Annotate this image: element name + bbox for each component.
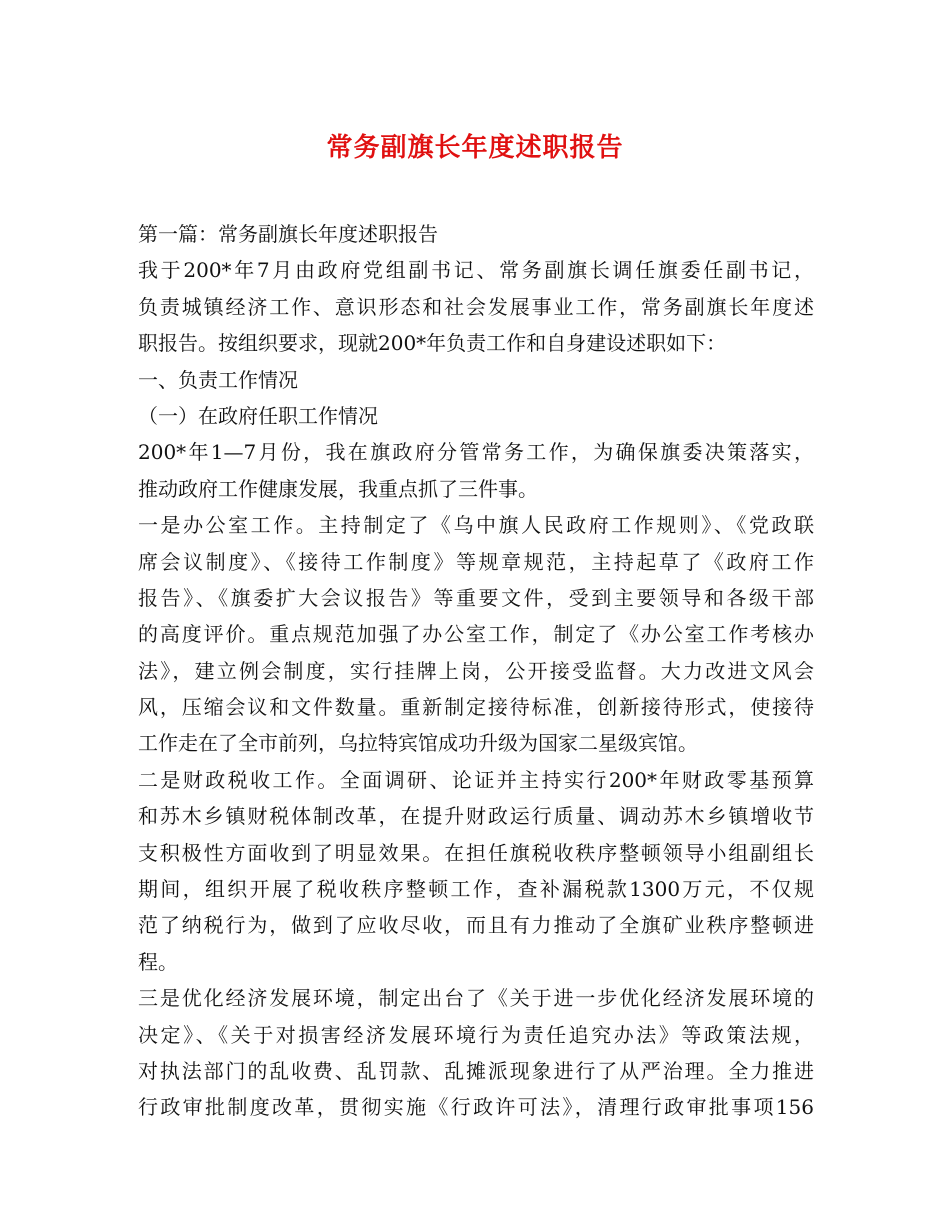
text-line: 席会议制度》、《接待工作制度》等规章规范，主持起草了《政府工作: [138, 549, 814, 574]
text-line: 支积极性方面收到了明显效果。在担任旗税收秩序整顿领导小组副组长: [138, 840, 814, 865]
text-line: （一）在政府任职工作情况: [138, 403, 378, 428]
text-line: 我于200*年7月由政府党组副书记、常务副旗长调任旗委任副书记，: [138, 258, 814, 283]
text-line: 和苏木乡镇财税体制改革，在提升财政运行质量、调动苏木乡镇增收节: [138, 804, 814, 829]
document-body: [138, 216, 814, 1126]
text-line: 工作走在了全市前列，乌拉特宾馆成功升级为国家二星级宾馆。: [138, 731, 698, 756]
text-line: 法》，建立例会制度，实行挂牌上岗，公开接受监督。大力改进文风会: [138, 658, 814, 683]
text-line: 对执法部门的乱收费、乱罚款、乱摊派现象进行了从严治理。全力推进: [138, 1058, 814, 1083]
text-line: 二是财政税收工作。全面调研、论证并主持实行200*年财政零基预算: [138, 767, 814, 792]
text-line: 程。: [138, 949, 178, 974]
text-line: 行政审批制度改革，贯彻实施《行政许可法》，清理行政审批事项156: [138, 1095, 814, 1120]
text-line: 范了纳税行为，做到了应收尽收，而且有力推动了全旗矿业秩序整顿进: [138, 913, 814, 938]
text-line: 一、负责工作情况: [138, 367, 298, 392]
text-line: 期间，组织开展了税收秩序整顿工作，查补漏税款1300万元，不仅规: [138, 877, 814, 902]
text-line: 三是优化经济发展环境，制定出台了《关于进一步优化经济发展环境的: [138, 986, 814, 1011]
document-title: 常务副旗长年度述职报告: [326, 133, 624, 163]
text-line: 职报告。按组织要求，现就200*年负责工作和自身建设述职如下：: [138, 331, 727, 356]
text-line: 200*年1—7月份，我在旗政府分管常务工作，为确保旗委决策落实，: [138, 440, 814, 465]
text-line: 一是办公室工作。主持制定了《乌中旗人民政府工作规则》、《党政联: [138, 513, 814, 538]
text-line: 负责城镇经济工作、意识形态和社会发展事业工作，常务副旗长年度述: [138, 294, 814, 319]
text-line: 推动政府工作健康发展，我重点抓了三件事。: [138, 476, 538, 501]
text-line: 风，压缩会议和文件数量。重新制定接待标准，创新接待形式，使接待: [138, 695, 814, 720]
text-line: 第一篇：常务副旗长年度述职报告: [138, 222, 438, 246]
text-line: 的高度评价。重点规范加强了办公室工作，制定了《办公室工作考核办: [138, 622, 814, 647]
text-line: 决定》、《关于对损害经济发展环境行为责任追究办法》等政策法规，: [138, 1022, 814, 1047]
text-line: 报告》、《旗委扩大会议报告》等重要文件，受到主要领导和各级干部: [138, 585, 814, 610]
